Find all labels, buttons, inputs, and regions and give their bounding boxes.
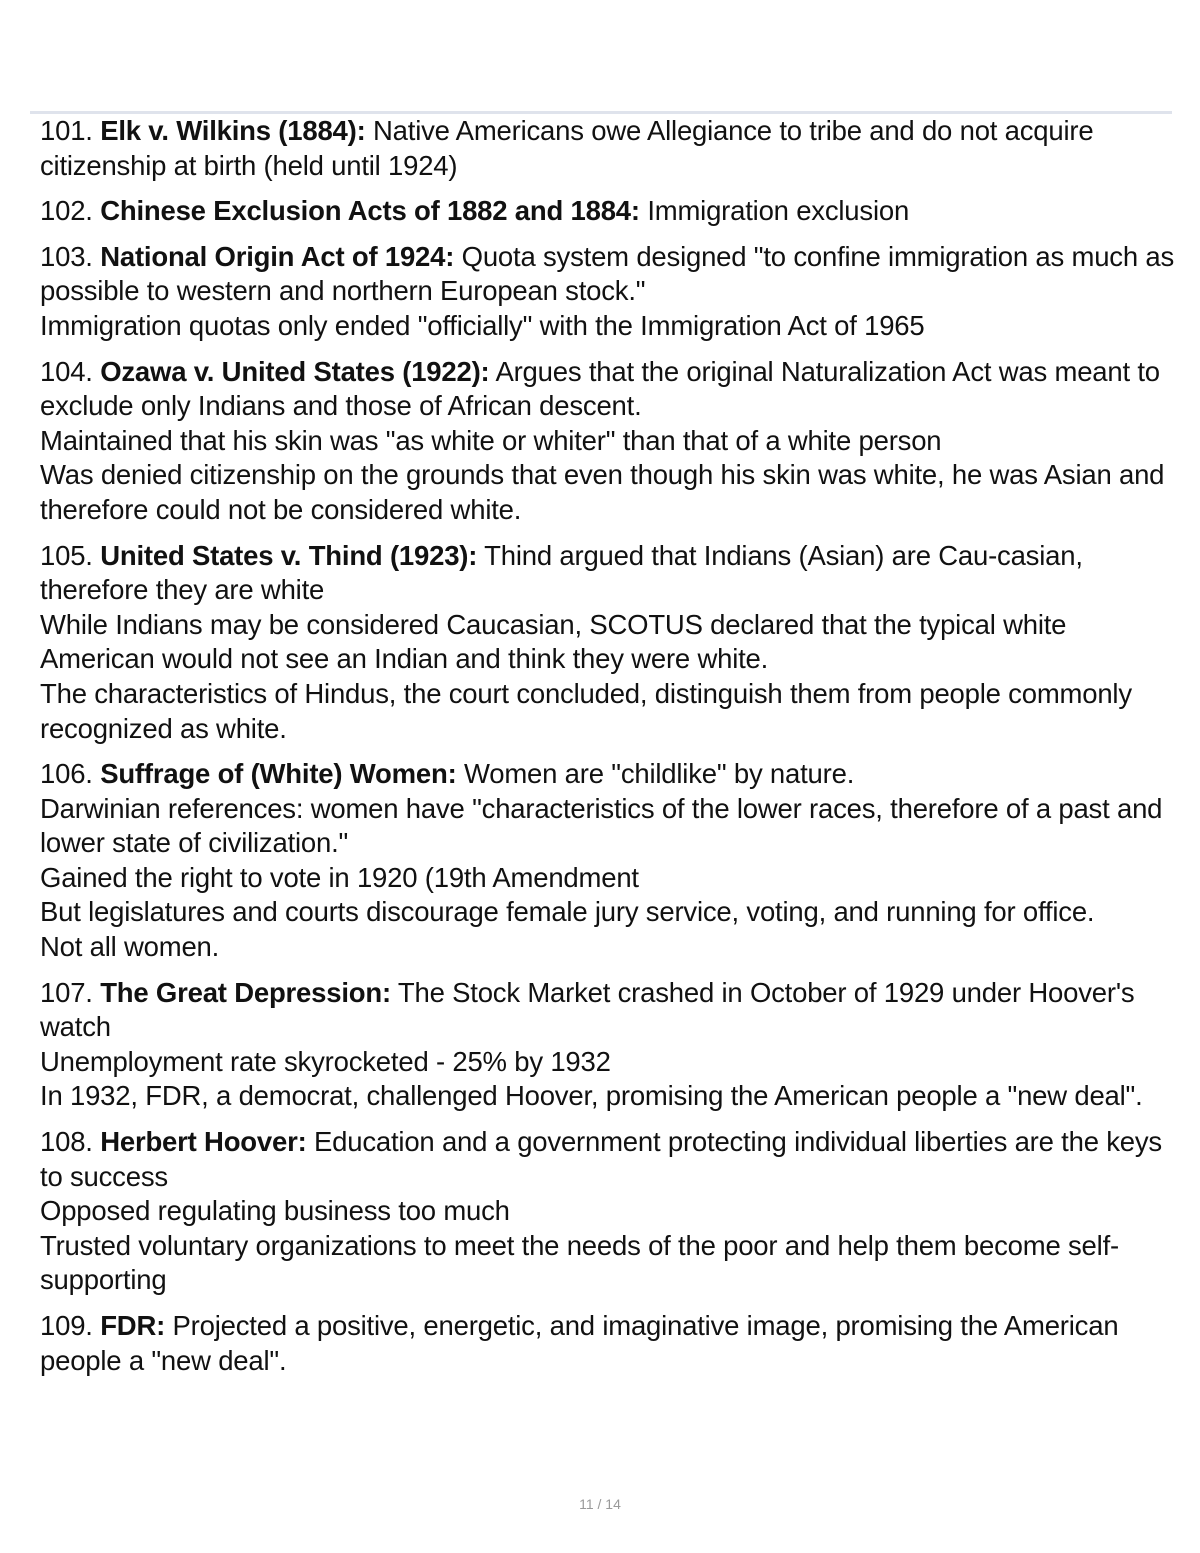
entry-109 bbox=[40, 1309, 1175, 1378]
entry-text: Education and a government protecting individual liberties are the keys to success bbox=[40, 1126, 1162, 1192]
entry-line: Was denied citizenship on the grounds that even though his skin was white, he was Asian and therefore could not be considered white. bbox=[40, 459, 1165, 525]
entry-number: 108. bbox=[40, 1126, 93, 1158]
entry-line: But legislatures and courts discourage female jury service, voting, and running for office. bbox=[40, 896, 1095, 928]
entry-term: Elk v. Wilkins (1884): bbox=[100, 115, 366, 146]
entry-102 bbox=[40, 194, 1175, 229]
entry-line: Not all women. bbox=[40, 931, 220, 963]
entry-number: 103. bbox=[40, 240, 93, 272]
entry-term: Herbert Hoover: bbox=[100, 1126, 307, 1158]
entry-text: Thind argued that Indians (Asian) are Cau-casian, therefore they are white bbox=[40, 539, 1083, 606]
entry-term: Chinese Exclusion Acts of 1882 and 1884: bbox=[100, 195, 640, 227]
entry-text: Women are "childlike" by nature. bbox=[463, 758, 855, 790]
entry-number: 106. bbox=[40, 758, 93, 790]
entry-line: In 1932, FDR, a democrat, challenged Hoover, promising the American people a "new deal". bbox=[40, 1080, 1143, 1112]
entry-term: Ozawa v. United States (1922): bbox=[100, 355, 490, 387]
entry-105 bbox=[40, 539, 1175, 747]
entry-line: While Indians may be considered Caucasian, SCOTUS declared that the typical white American would not see an Indian and think they were white. bbox=[40, 608, 1067, 675]
entry-line: Immigration quotas only ended "officially" with the Immigration Act of 1965 bbox=[40, 309, 925, 341]
entry-line: Gained the right to vote in 1920 (19th Amendment bbox=[40, 861, 639, 893]
entry-text: Projected a positive, energetic, and imaginative image, promising the American people a "new deal". bbox=[40, 1310, 1119, 1376]
entry-line: Darwinian references: women have "characteristics of the lower races, therefore of a past and lower state of civilization." bbox=[40, 792, 1163, 859]
entry-line: Opposed regulating business too much bbox=[40, 1195, 510, 1227]
entry-line: Maintained that his skin was "as white or whiter" than that of a white person bbox=[40, 424, 942, 456]
entry-text: Native Americans owe Allegiance to tribe and do not acquire citizenship at birth (held until 1924) bbox=[40, 115, 1094, 181]
entry-number: 109. bbox=[40, 1310, 93, 1341]
entry-number: 105. bbox=[40, 539, 93, 571]
entry-106 bbox=[40, 757, 1175, 965]
entry-number: 101. bbox=[40, 115, 93, 146]
entry-text: Argues that the original Naturalization Act was meant to exclude only Indians and those of African descent. bbox=[40, 355, 1160, 422]
entry-line: Trusted voluntary organizations to meet the needs of the poor and help them become self-supporting bbox=[40, 1229, 1119, 1296]
entry-text: Quota system designed "to confine immigration as much as possible to western and northern European stock." bbox=[40, 240, 1175, 307]
entry-term: National Origin Act of 1924: bbox=[100, 240, 455, 272]
document-body bbox=[40, 114, 1175, 1389]
entry-107 bbox=[40, 976, 1175, 1114]
entry-term: FDR: bbox=[100, 1310, 166, 1341]
entry-number: 107. bbox=[40, 976, 93, 1008]
entry-term: United States v. Thind (1923): bbox=[100, 539, 478, 571]
entry-108 bbox=[40, 1125, 1175, 1298]
entry-term: Suffrage of (White) Women: bbox=[100, 758, 457, 790]
entry-text: Immigration exclusion bbox=[647, 195, 910, 227]
entry-104 bbox=[40, 355, 1175, 528]
entry-number: 102. bbox=[40, 195, 93, 227]
entry-text: The Stock Market crashed in October of 1929 under Hoover's watch bbox=[40, 976, 1135, 1043]
page-number: 11 / 14 bbox=[579, 1496, 621, 1512]
entry-line: The characteristics of Hindus, the court concluded, distinguish them from people commonly recognized as white. bbox=[40, 677, 1132, 744]
entry-term: The Great Depression: bbox=[100, 976, 391, 1008]
entry-103 bbox=[40, 240, 1175, 344]
entry-101 bbox=[40, 114, 1175, 183]
entry-number: 104. bbox=[40, 355, 93, 387]
entry-line: Unemployment rate skyrocketed - 25% by 1932 bbox=[40, 1045, 611, 1077]
